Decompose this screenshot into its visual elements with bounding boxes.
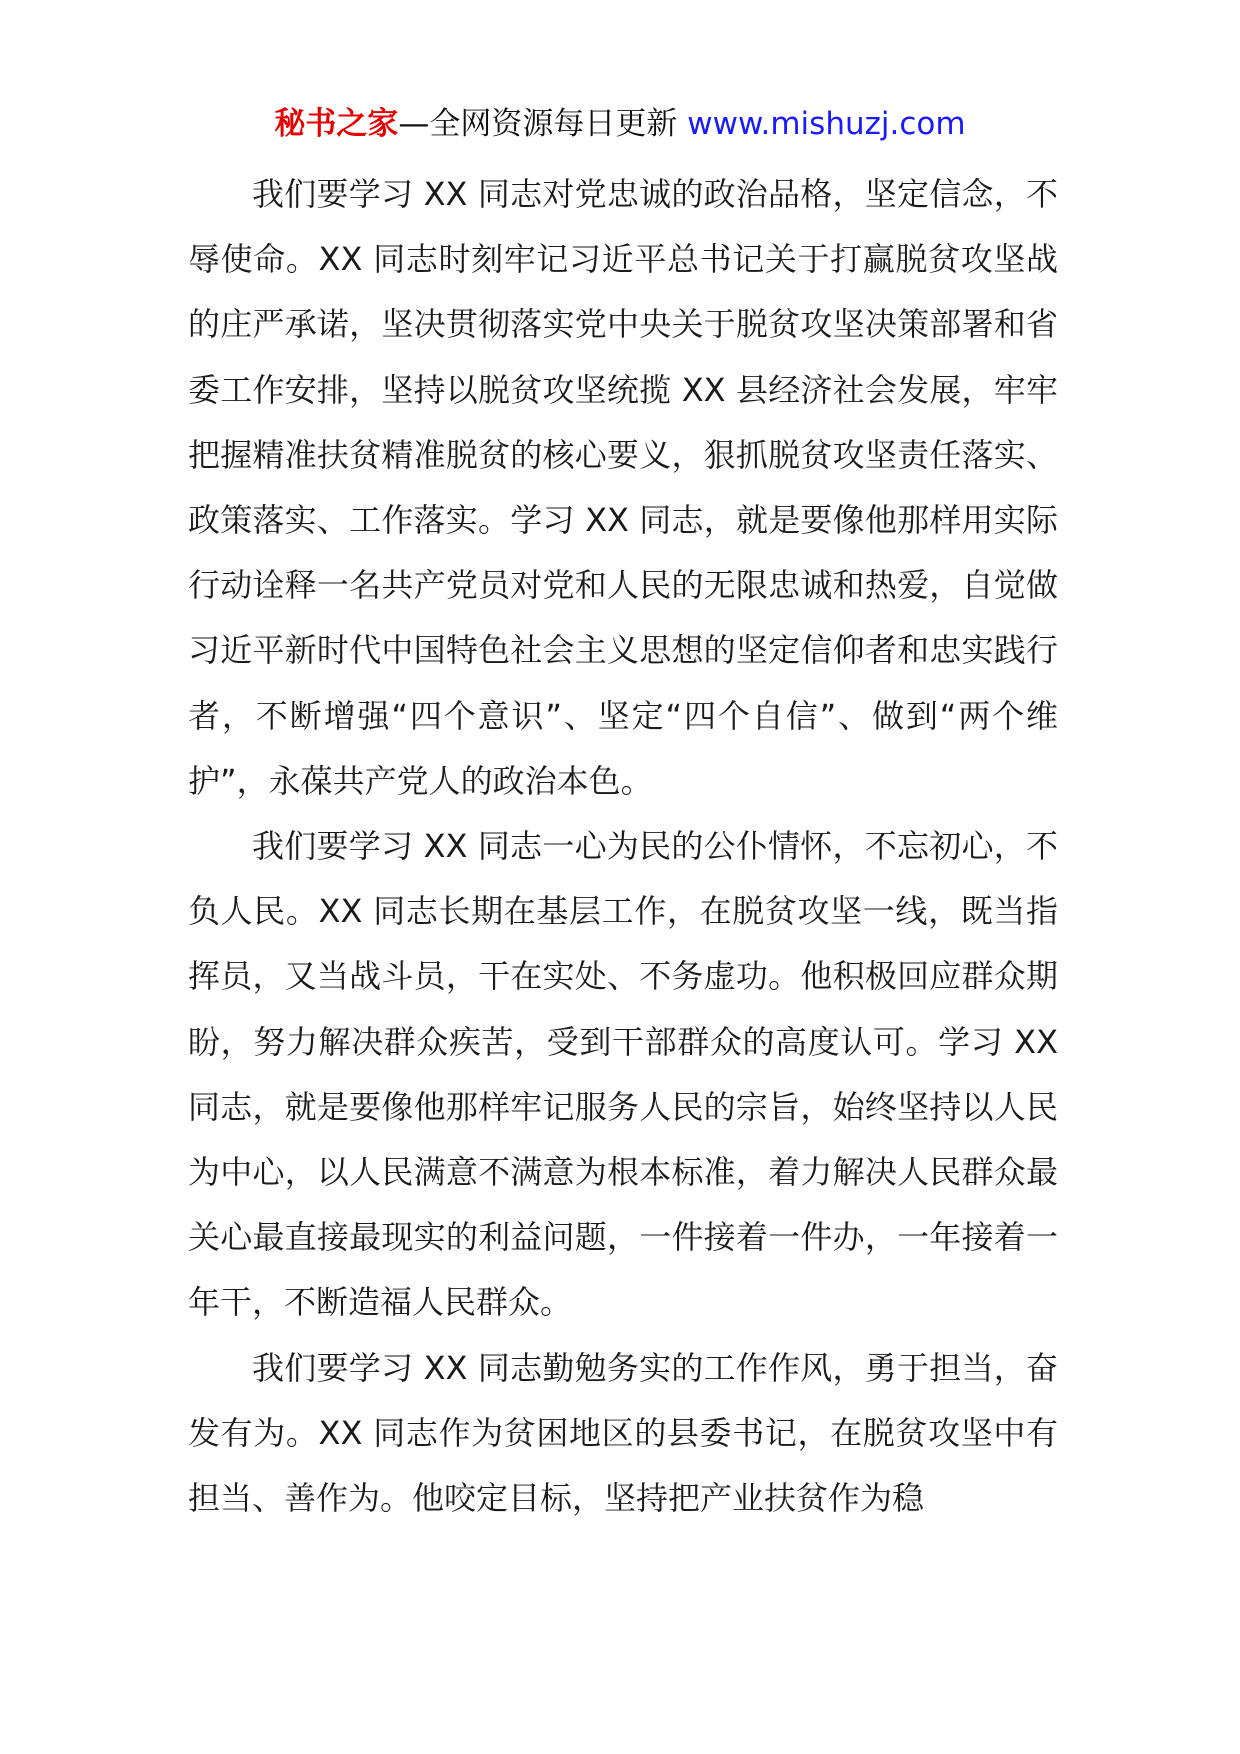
- site-tagline: —全网资源每日更新: [398, 106, 688, 142]
- paragraph-2: 我们要学习 XX 同志一心为民的公仆情怀，不忘初心，不负人民。XX 同志长期在基层工作，在脱贫攻坚一线，既当指挥员，又当战斗员，干在实处、不务虚功。他积极回应群众期盼，努力解决群众疾苦，受到干部群众的高度认可。学习 XX 同志，就是要像他那样牢记服务人民的宗旨，始终坚持以人民为中心，以人民满意不满意为根本标准，着力解决人民群众最关心最直接最现实的利益问题，一件接着一件办，一年接着一年干，不断造福人民群众。: [188, 827, 1058, 1322]
- site-header: [0, 102, 1240, 146]
- paragraph-3: 我们要学习 XX 同志勤勉务实的工作作风，勇于担当，奋发有为。XX 同志作为贫困地区的县委书记，在脱贫攻坚中有担当、善作为。他咬定目标，坚持把产业扶贫作为稳: [188, 1348, 1058, 1518]
- site-brand: 秘书之家: [274, 106, 399, 142]
- paragraph-1: 我们要学习 XX 同志对党忠诚的政治品格，坚定信念，不辱使命。XX 同志时刻牢记习近平总书记关于打赢脱贫攻坚战的庄严承诺，坚决贯彻落实党中央关于脱贫攻坚决策部署和省委工作安排，坚持以脱贫攻坚统揽 XX 县经济社会发展，牢牢把握精准扶贫精准脱贫的核心要义，狠抓脱贫攻坚责任落实、政策落实、工作落实。学习 XX 同志，就是要像他那样用实际行动诠释一名共产党员对党和人民的无限忠诚和热爱，自觉做习近平新时代中国特色社会主义思想的坚定信仰者和忠实践行者，不断增强“四个意识”、坚定“四个自信”、做到“两个维护”，永葆共产党人的政治本色。: [188, 175, 1058, 800]
- site-url-link[interactable]: www.mishuzj.com: [687, 106, 966, 142]
- document-body: [188, 162, 1058, 1531]
